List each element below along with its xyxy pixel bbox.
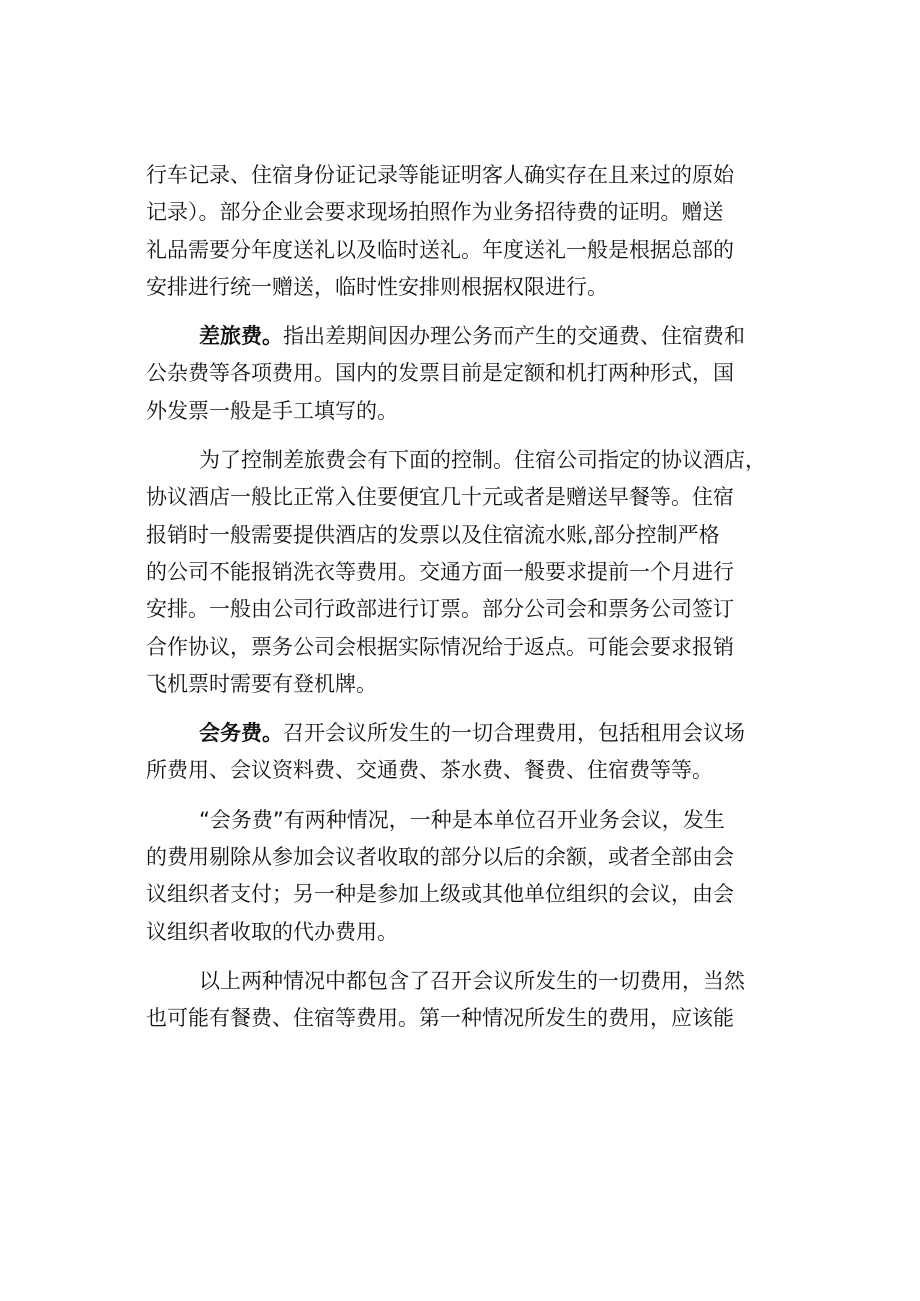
text-line: “会务费”有两种情况，一种是本单位召开业务会议，发生	[199, 807, 725, 832]
text-line: 也可能有餐费、住宿等费用。第一种情况所发生的费用，应该能	[146, 1006, 734, 1031]
text-line	[146, 715, 806, 752]
heading-line-rest: 指出差期间因办理公务而产生的交通费、住宿费和	[283, 324, 745, 349]
text-line: 记录）。部分企业会要求现场拍照作为业务招待费的证明。赠送	[146, 200, 724, 225]
paragraph-conference-expenses	[146, 715, 806, 790]
paragraph-gap	[146, 790, 806, 802]
paragraph-hospitality-continued	[146, 157, 806, 306]
text-line: 协议酒店一般比正常入住要便宜几十元或者是赠送早餐等。住宿	[146, 485, 734, 510]
text-line: 的费用剔除从参加会议者收取的部分以后的余额，或者全部由会	[146, 845, 734, 870]
text-line: 议组织者支付；另一种是参加上级或其他单位组织的会议，由会	[146, 882, 734, 907]
paragraph-gap	[146, 951, 806, 963]
section-heading-conference: 会务费。	[199, 721, 283, 746]
paragraph-gap	[146, 430, 806, 442]
paragraph-conference-cases	[146, 802, 806, 951]
heading-line-rest: 召开会议所发生的一切合理费用，包括租用会议场	[283, 721, 745, 746]
text-line: 外发票一般是手工填写的。	[146, 398, 398, 423]
text-line	[146, 318, 806, 355]
text-line: 所费用、会议资料费、交通费、茶水费、餐费、住宿费等等。	[146, 758, 713, 783]
text-line: 议组织者收取的代办费用。	[146, 919, 398, 944]
text-line: 为了控制差旅费会有下面的控制。住宿公司指定的协议酒店，	[199, 448, 766, 473]
text-line: 以上两种情况中都包含了召开会议所发生的一切费用，当然	[199, 968, 745, 993]
text-line: 安排。一般由公司行政部进行订票。部分公司会和票务公司签订	[146, 597, 734, 622]
text-line: 报销时一般需要提供酒店的发票以及住宿流水账,部分控制严格	[146, 522, 720, 547]
text-line: 飞机票时需要有登机牌。	[146, 671, 377, 696]
paragraph-gap	[146, 703, 806, 715]
text-line: 的公司不能报销洗衣等费用。交通方面一般要求提前一个月进行	[146, 559, 734, 584]
paragraph-travel-expenses	[146, 318, 806, 430]
paragraph-gap	[146, 306, 806, 318]
text-line: 合作协议，票务公司会根据实际情况给于返点。可能会要求报销	[146, 634, 734, 659]
paragraph-conference-summary	[146, 963, 806, 1038]
text-line: 行车记录、住宿身份证记录等能证明客人确实存在且来过的原始	[146, 163, 734, 187]
text-line: 安排进行统一赠送，临时性安排则根据权限进行。	[146, 274, 608, 299]
paragraph-travel-control	[146, 442, 806, 703]
section-heading-travel: 差旅费。	[199, 324, 283, 349]
text-line: 公杂费等各项费用。国内的发票目前是定额和机打两种形式，国	[146, 361, 734, 386]
document-body	[146, 157, 806, 1038]
text-line: 礼品需要分年度送礼以及临时送礼。年度送礼一般是根据总部的	[146, 237, 734, 262]
